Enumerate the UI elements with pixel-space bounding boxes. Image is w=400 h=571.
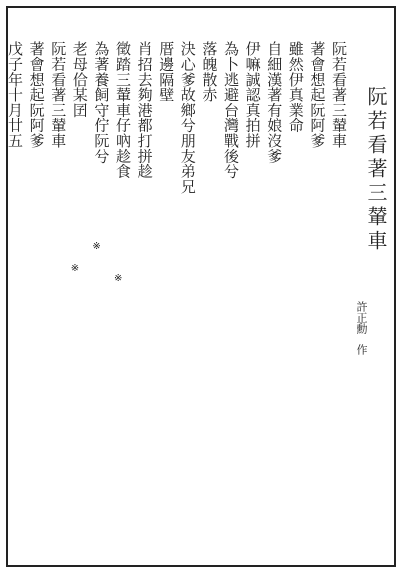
poem-title: 阮若看著三輦車 [364,86,388,254]
poem-line-6: 為卜逃避台灣戰後兮 [222,41,240,179]
poem-line-10: 肖招去夠港都打拼趁 [135,41,154,179]
poem-line-14: 阮若看著三輦車 [49,41,68,149]
section-mark-3: ※ [114,273,123,284]
poem-line-9: 厝邊隔壁 [157,41,176,103]
section-mark-1: ※ [70,263,80,274]
poem-line-12: 為著養飼守佇阮兮 [92,41,111,164]
poem-line-13: 老母佮某囝 [70,41,89,118]
poem-line-1: 阮若看著三輦車 [330,41,348,149]
section-mark-2: ※ [92,241,101,252]
poem-line-4: 自細漢著有娘沒爹 [265,41,284,164]
document-page [6,6,396,567]
poem-line-7: 落魄散赤 [200,41,219,103]
author-name: 許正勳 [355,301,368,334]
poem-line-2: 著會想起阮阿爹 [308,41,327,149]
poem-line-15: 著會想起阮阿爹 [27,41,46,149]
poem-line-8: 決心爹故鄉兮朋友弟兄 [178,41,197,194]
date-line: 戊子年十月廿五 [6,41,24,149]
poem-line-11: 徵踏三輦車仔吶趁食 [114,41,132,179]
poem-line-5: 伊嘛誠認真拍拼 [243,41,262,149]
poem-line-3: 雖然伊真業命 [286,41,305,133]
author-credit [353,301,369,355]
author-role: 作 [355,344,368,355]
